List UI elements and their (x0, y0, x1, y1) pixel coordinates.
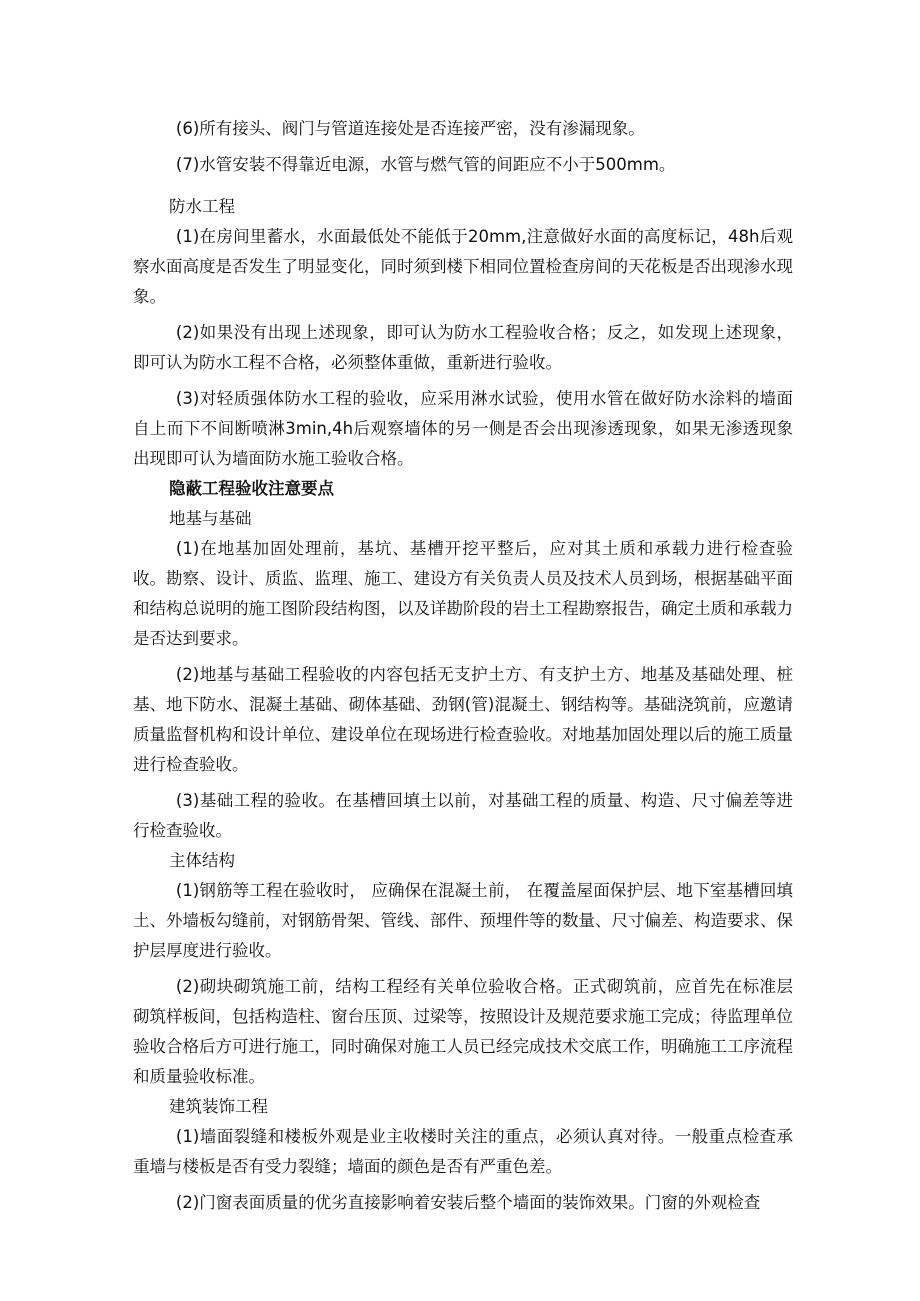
paragraph-waterproof-2: (2)如果没有出现上述现象，即可认为防水工程验收合格；反之，如发现上述现象，即可认为防水工程不合格，必须整体重做，重新进行验收。 (133, 323, 793, 372)
paragraph-waterproof-1: (1)在房间里蓄水，水面最低处不能低于20mm,注意做好水面的高度标记，48h后观察水面高度是否发生了明显变化，同时须到楼下相同位置检查房间的天花板是否出现渗水现象。 (133, 227, 793, 306)
paragraph-structure-2: (2)砌块砌筑施工前，结构工程经有关单位验收合格。正式砌筑前，应首先在标准层砌筑样板间，包括构造柱、窗台压顶、过梁等，按照设计及规范要求施工完成；待监理单位验收合格后方可进行施工，同时确保对施工人员已经完成技术交底工作，明确施工工序流程和质量验收标准。 (133, 977, 793, 1086)
heading-waterproof: 防水工程 (169, 197, 235, 216)
paragraph-decoration-1: (1)墙面裂缝和楼板外观是业主收楼时关注的重点，必须认真对待。一般重点检查承重墙与楼板是否有受力裂缝；墙面的颜色是否有严重色差。 (133, 1127, 793, 1176)
heading-foundation: 地基与基础 (169, 509, 252, 528)
heading-decoration: 建筑装饰工程 (169, 1097, 268, 1116)
paragraph-foundation-2: (2)地基与基础工程验收的内容包括无支护土方、有支护土方、地基及基础处理、桩基、地下防水、混凝土基础、砌体基础、劲钢(管)混凝土、钢结构等。基础浇筑前，应邀请质量监督机构和设计单位、建设单位在现场进行检查验收。对地基加固处理以后的施工质量进行检查验收。 (133, 665, 793, 774)
paragraph-plumbing-6: (6)所有接头、阀门与管道连接处是否连接严密，没有渗漏现象。 (175, 119, 645, 138)
paragraph-structure-1: (1)钢筋等工程在验收时， 应确保在混凝土前， 在覆盖屋面保护层、地下室基槽回填土、外墙板勾缝前，对钢筋骨架、管线、部件、预埋件等的数量、尺寸偏差、构造要求、保护层厚度进行验收。 (133, 881, 793, 960)
heading-hidden-works: 隐蔽工程验收注意要点 (169, 479, 334, 498)
heading-main-structure: 主体结构 (169, 851, 235, 870)
paragraph-foundation-1: (1)在地基加固处理前，基坑、基槽开挖平整后，应对其土质和承载力进行检查验收。勘察、设计、质监、监理、施工、建设方有关负责人员及技术人员到场，根据基础平面和结构总说明的施工图阶段结构图，以及详勘阶段的岩土工程勘察报告，确定土质和承载力是否达到要求。 (133, 539, 793, 648)
document-body (133, 114, 793, 1218)
paragraph-decoration-2: (2)门窗表面质量的优劣直接影响着安装后整个墙面的装饰效果。门窗的外观检查 (175, 1193, 761, 1212)
paragraph-foundation-3: (3)基础工程的验收。在基槽回填土以前，对基础工程的质量、构造、尺寸偏差等进行检查验收。 (133, 791, 793, 840)
paragraph-plumbing-7: (7)水管安装不得靠近电源，水管与燃气管的间距应不小于500mm。 (175, 155, 676, 174)
paragraph-waterproof-3: (3)对轻质强体防水工程的验收，应采用淋水试验，使用水管在做好防水涂料的墙面自上而下不间断喷淋3min,4h后观察墙体的另一侧是否会出现渗透现象，如果无渗透现象出现即可认为墙面防水施工验收合格。 (133, 389, 793, 468)
